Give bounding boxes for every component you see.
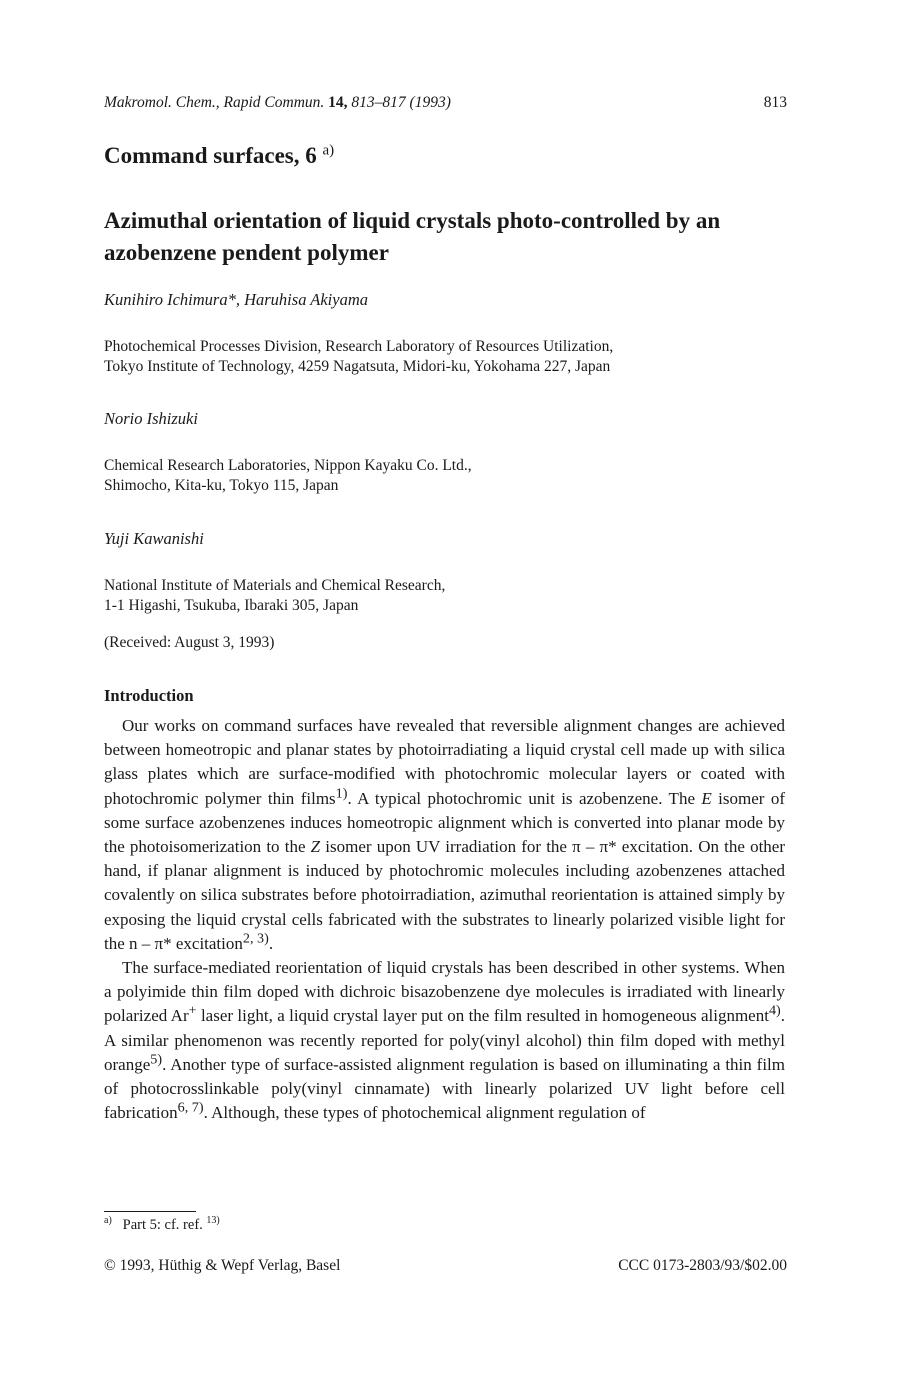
affiliation-line: National Institute of Materials and Chemical Research,: [104, 577, 446, 594]
paragraph: [104, 956, 785, 1125]
author-affiliation: [104, 576, 445, 616]
journal-volume: 14,: [328, 94, 348, 111]
author-affiliation: [104, 337, 613, 377]
paragraph-text: isomer of some surface azobenzenes induces homeotropic alignment which is converted into planar mode by the photoisomerization to the: [104, 788, 786, 857]
citation-superscript: 5): [150, 1051, 163, 1068]
footnote: [104, 1217, 220, 1234]
paragraph: [104, 714, 785, 956]
affiliation-line: Shimocho, Kita-ku, Tokyo 115, Japan: [104, 477, 339, 494]
series-title-text: Command surfaces, 6: [104, 143, 317, 168]
journal-pages-year: 813–817 (1993): [351, 94, 451, 111]
footnote-marker: a): [104, 1215, 112, 1227]
copyright-line: © 1993, Hüthig & Wepf Verlag, Basel: [104, 1257, 341, 1274]
section-heading: Introduction: [104, 686, 194, 705]
paper-title: Azimuthal orientation of liquid crystals photo-controlled by an azobenzene pendent polymer: [104, 208, 721, 265]
author-affiliation: [104, 456, 472, 496]
citation-superscript: 6, 7): [177, 1099, 204, 1116]
citation-superscript: 1): [335, 784, 348, 801]
paragraph-text: . Another type of surface-assisted alignment regulation is based on illuminating a thin film of photocrosslinkable poly(vinyl cinnamate) with linearly polarized UV light before cell fabrication: [104, 1054, 785, 1123]
paragraph-text: Our works on command surfaces have revealed that reversible alignment changes are achieved between homeotropic and planar states by photoirradiating a liquid crystal cell made up with silica glass plates which are surface-modified with photochromic molecular layers or coated with photochromic polymer thin films: [104, 716, 785, 808]
paragraph-text: . A typical photochromic unit is azobenzene. The: [347, 788, 702, 808]
journal-citation: [104, 94, 451, 112]
paragraph-text: .: [268, 933, 274, 953]
affiliation-line: Tokyo Institute of Technology, 4259 Nagatsuta, Midori-ku, Yokohama 227, Japan: [104, 358, 611, 375]
paragraph-text: isomer upon UV irradiation for the π – π* excitation. On the other hand, if planar alignment is induced by photochromic molecules including azobenzenes attached covalently on silica substrates before photoirradiation, azimuthal reorientation is attained simply by exposing the liquid crystal cells fabricated with the substrates to linearly polarized visible light for the n – π* excitation: [104, 837, 785, 953]
author-names: Norio Ishizuki: [104, 409, 198, 428]
italic-symbol: E: [701, 788, 712, 808]
series-footnote-marker: a): [322, 142, 335, 159]
paragraph-text: laser light, a liquid crystal layer put on the film resulted in homogeneous alignment: [196, 1006, 769, 1026]
received-date: (Received: August 3, 1993): [104, 634, 275, 651]
footnote-ref: 13): [206, 1215, 220, 1227]
footnote-text: Part 5: cf. ref.: [122, 1217, 203, 1233]
citation-superscript: +: [188, 1002, 197, 1019]
affiliation-line: Photochemical Processes Division, Research Laboratory of Resources Utilization,: [104, 338, 614, 355]
author-names: Kunihiro Ichimura*, Haruhisa Akiyama: [104, 290, 368, 309]
affiliation-line: 1-1 Higashi, Tsukuba, Ibaraki 305, Japan: [104, 597, 359, 614]
citation-superscript: 4): [768, 1002, 781, 1019]
series-title: [104, 143, 334, 169]
citation-superscript: 2, 3): [242, 930, 269, 947]
affiliation-line: Chemical Research Laboratories, Nippon Kayaku Co. Ltd.,: [104, 457, 472, 474]
page-number: 813: [763, 94, 787, 111]
italic-symbol: Z: [310, 837, 321, 857]
paragraph-text: . Although, these types of photochemical alignment regulation of: [203, 1103, 646, 1123]
body-text: [104, 714, 785, 1125]
journal-name: Makromol. Chem., Rapid Commun.: [104, 94, 325, 111]
author-names: Yuji Kawanishi: [104, 529, 204, 548]
paragraph-text: The surface-mediated reorientation of liquid crystals has been described in other systems. When a polyimide thin film doped with dichroic bisazobenzene dye molecules is irradiated with linearly polarized Ar: [104, 958, 785, 1026]
footnote-rule: [104, 1211, 196, 1212]
paragraph-text: . A similar phenomenon was recently reported for poly(vinyl alcohol) thin film doped with methyl orange: [104, 1006, 785, 1074]
ccc-code: CCC 0173-2803/93/$02.00: [618, 1257, 787, 1274]
